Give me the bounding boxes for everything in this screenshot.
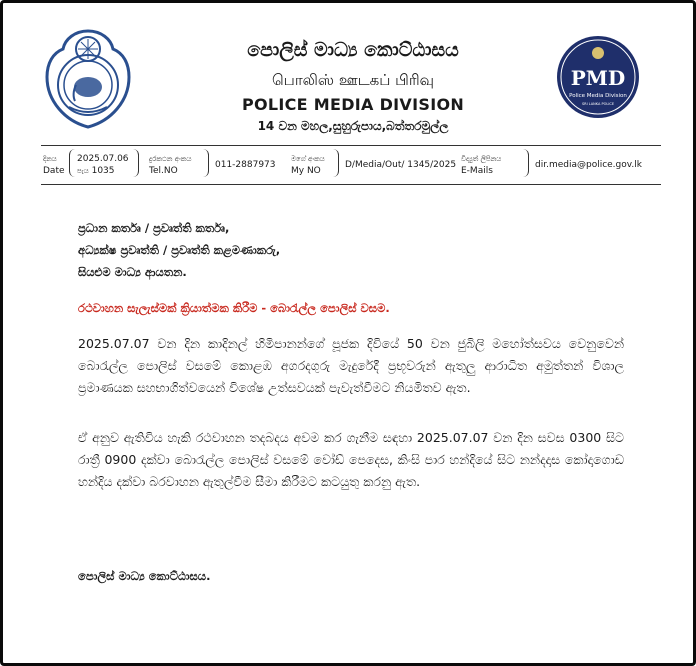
header-address: 14 වන මහල,සුහුරුපාය,බත්තරමුල්ල: [257, 119, 449, 133]
tel-label: දුරකථන අංකය Tel.NO: [149, 155, 192, 176]
info-bar: [41, 145, 661, 185]
date-value: 2025.07.06 පැය 1035: [77, 154, 129, 176]
recipient-line-2: අධ්‍යක්ෂ ප්‍රවෘත්ති / ප්‍රවෘත්ති කළමණාකරු,: [78, 243, 281, 257]
header-english-title: POLICE MEDIA DIVISION: [241, 95, 465, 114]
email-label: විද්‍යුත් ලිපිනය E-Mails: [461, 155, 502, 176]
email-value: dir.media@police.gov.lk: [535, 160, 642, 170]
signature: පොලිස් මාධ්‍ය කොට්ඨාසය.: [78, 569, 211, 583]
subject-line: රථවාහන සැලැස්මක් ක්‍රියාත්මක කිරීම - බොරැල්ල පොලිස් වසම.: [78, 301, 390, 315]
myno-label: මගේ අංකය My NO: [291, 155, 325, 176]
recipient-line-3: සියළුම මාධ්‍ය ආයතන.: [78, 265, 187, 279]
header-sinhala-title: පොලිස් මාධ්‍ය කොට්ඨාසය: [247, 39, 459, 61]
paragraph-1: 2025.07.07 වන දින කාදිනල් හිමිපානන්ගේ පූජක දිවියේ 50 වන ජුබිලි මහෝත්සවය වෙනුවෙන් බොරැල්ල පොලිස් වසමේ කොළඹ අගරදගුරු මැදුරේදී ප්‍රභූවරුන් ඇතුලු ආරාධිත අමුත්තන් විශාල ප්‍රමාණයක සහභාගිත්වයෙන් විශේෂ උත්සවයක් පැවැත්වීමට නියමිතව ඇත.: [78, 336, 624, 395]
tel-value: 011-2887973: [215, 160, 276, 170]
myno-value: D/Media/Out/ 1345/2025: [345, 160, 457, 170]
recipient-line-1: ප්‍රධාන කර්තෘ / ප්‍රවෘත්ති කර්තෘ,: [78, 221, 230, 235]
pmd-logo: [556, 35, 640, 119]
date-label: දිනය Date: [43, 155, 65, 176]
pmd-logo-text: PMD: [570, 66, 626, 90]
pmd-logo-subtext: Police Media Division: [569, 93, 627, 99]
pmd-logo-footer: SRI LANKA POLICE: [581, 102, 615, 106]
police-crest-logo: [43, 27, 133, 131]
header-tamil-title: பொலிஸ் ஊடகப் பிரிவு: [271, 71, 434, 89]
paragraph-2: ඒ අනුව ඇතිවිය හැකි රථවාහන තදබදය අවම කර ගැනීම සඳහා 2025.07.07 වන දින සවස 0300 සිට රාත්‍රී 0900 දක්වා බොරැල්ල පොලිස් වසමේ වෝඩ් පෙදෙස, කිංසි පාර හන්දියේ සිට නන්දදාස කෝදාගොඩ හන්දිය දක්වා බරවාහන ඇතුල්වීම සීමා කිරීමට කටයුතු කරනු ඇත.: [78, 430, 624, 489]
